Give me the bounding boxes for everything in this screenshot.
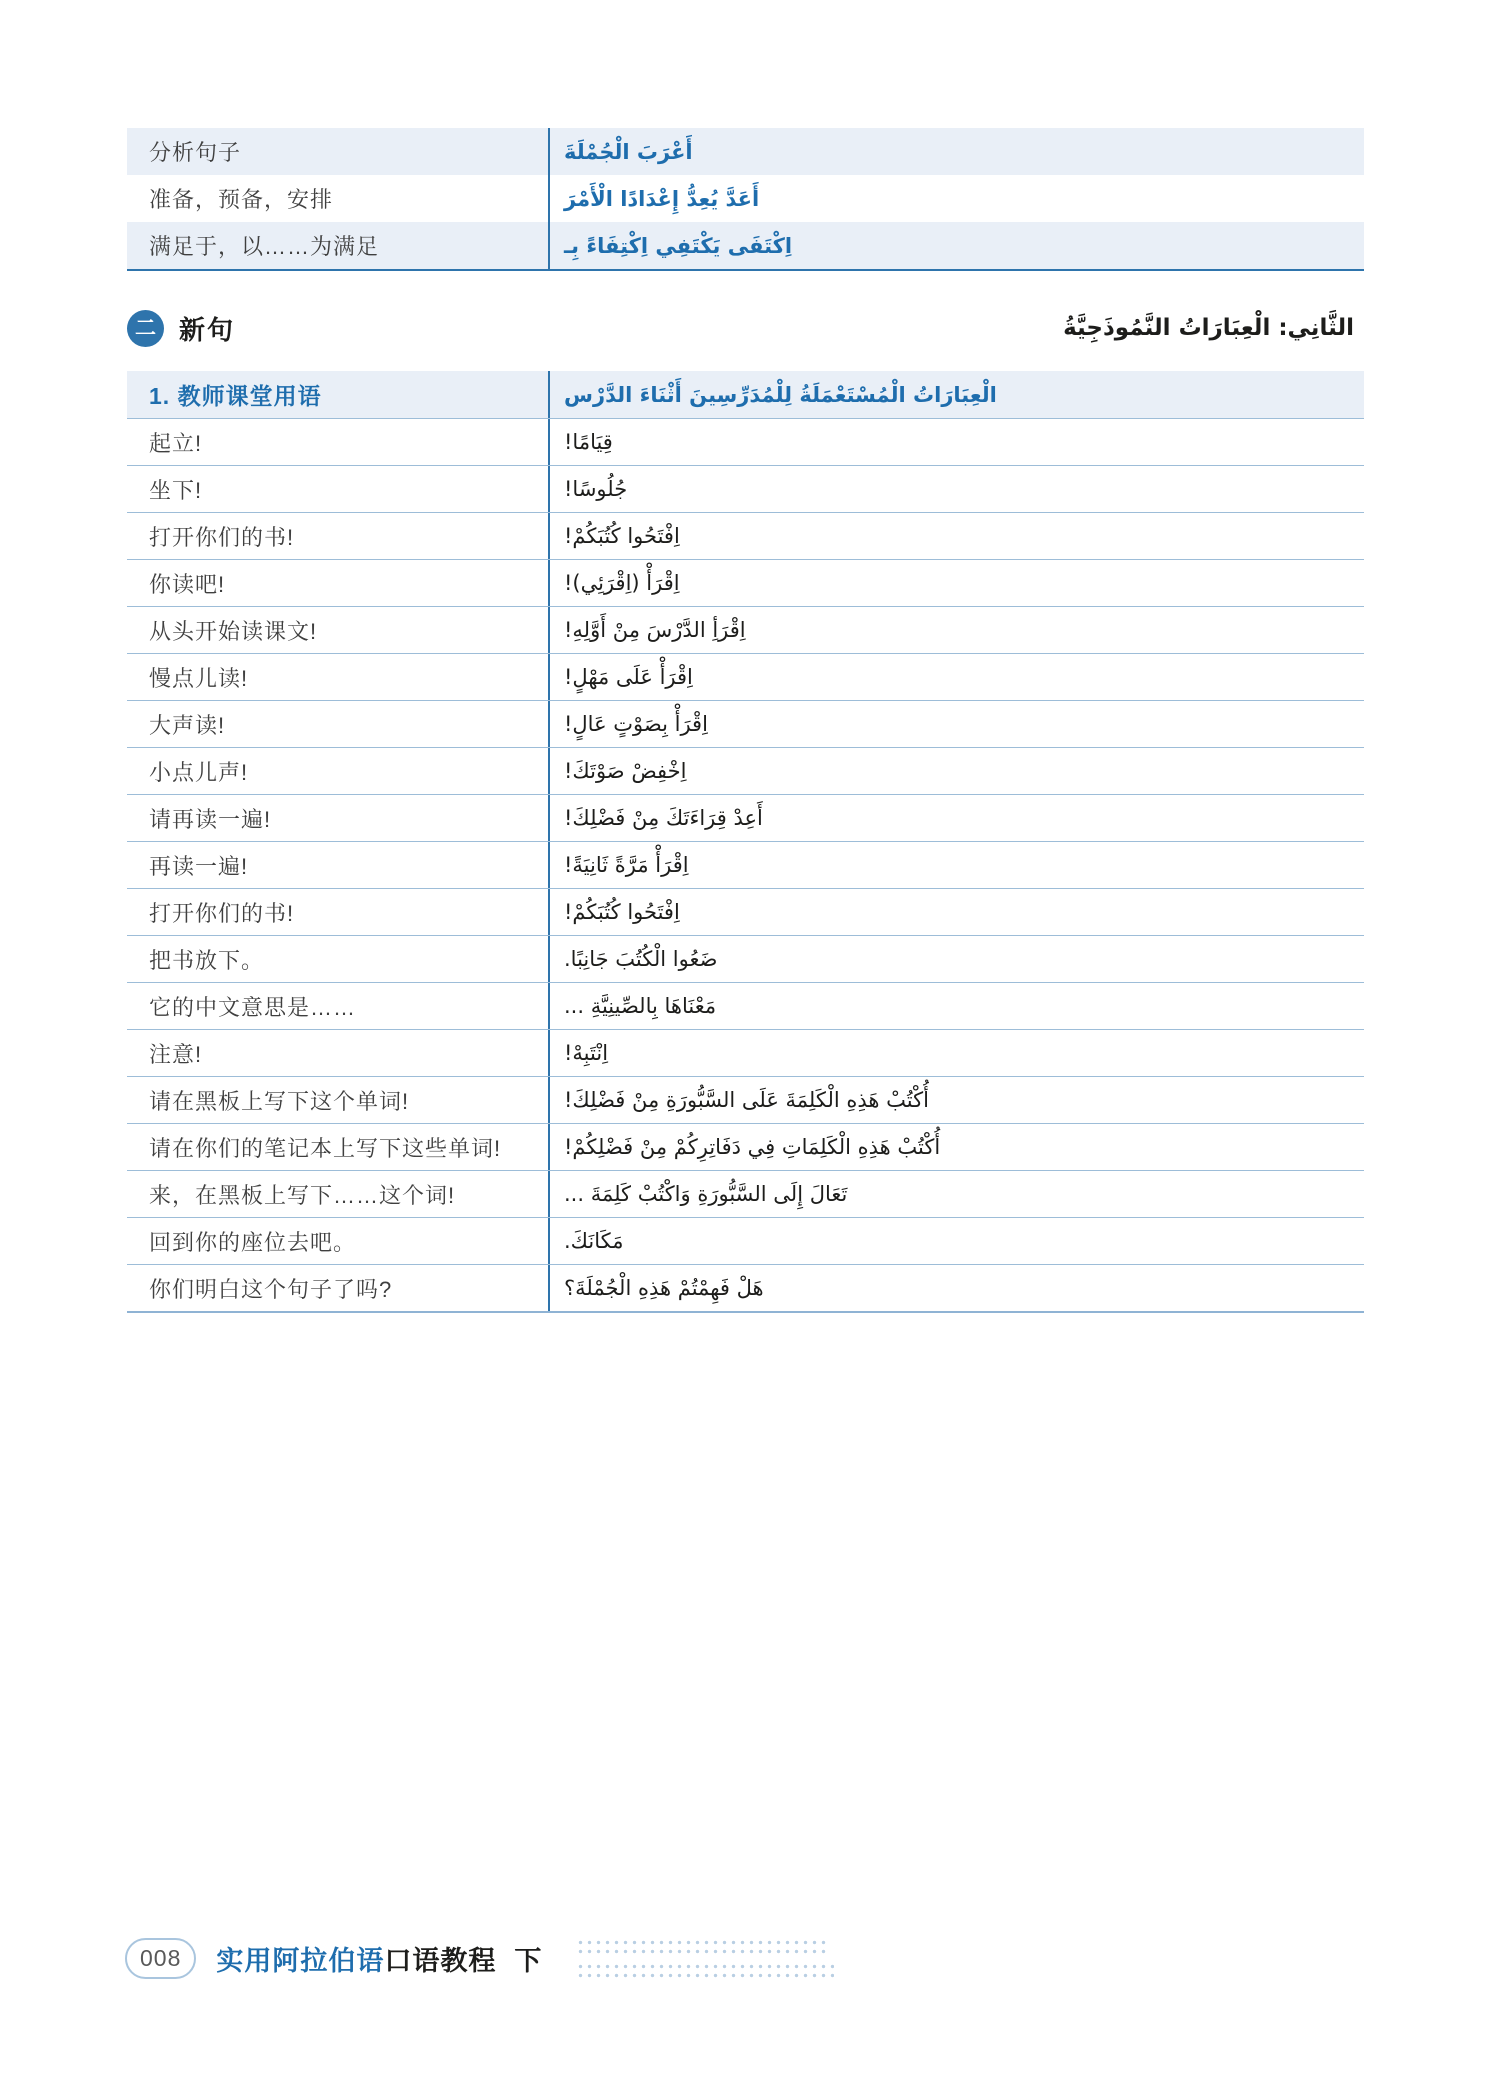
phrase-row (127, 888, 1364, 935)
phrase-ar-cell: اِقْرَأْ بِصَوْتٍ عَالٍ! (548, 701, 1364, 747)
dots-decoration (576, 1938, 834, 1979)
dots-strip-bottom (576, 1962, 834, 1979)
vocab-row (127, 222, 1364, 269)
phrase-row (127, 935, 1364, 982)
phrase-cn-cell: 你们明白这个句子了吗? (149, 1276, 393, 1302)
phrase-cn-cell: 请在你们的笔记本上写下这些单词! (149, 1135, 502, 1161)
phrase-cn-cell: 坐下! (149, 477, 203, 503)
section-title-cn: 新句 (179, 314, 236, 345)
footer-title-course: 口语教程 (384, 1946, 497, 1976)
phrase-row (127, 1264, 1364, 1311)
footer-title (216, 1939, 542, 1978)
phrase-ar-cell: ضَعُوا الْكُتُبَ جَانِبًا. (548, 936, 1364, 982)
phrase-cn-cell: 请再读一遍! (149, 806, 272, 832)
phrase-cn-cell: 打开你们的书! (149, 900, 295, 926)
phrase-ar-cell: اِنْتَبِهْ! (548, 1030, 1364, 1076)
section-number-icon: 二 (127, 310, 164, 347)
phrase-row (127, 418, 1364, 465)
vocab-table (127, 128, 1364, 271)
phrase-ar-cell: تَعَالَ إِلَى السَّبُّورَةِ وَاكْتُبْ كَلِمَةَ ... (548, 1171, 1364, 1217)
phrase-ar-cell: اِفْتَحُوا كُتُبَكُمْ! (548, 889, 1364, 935)
vocab-row (127, 175, 1364, 222)
section-title-ar: الثَّانِي: الْعِبَارَاتُ النَّمُوذَجِيَّةُ (1063, 315, 1354, 341)
phrase-ar-cell: جُلُوسًا! (548, 466, 1364, 512)
phrase-ar-cell: قِيَامًا! (548, 419, 1364, 465)
phrase-row (127, 1076, 1364, 1123)
phrase-row (127, 1170, 1364, 1217)
phrase-ar-cell: أُكْتُبْ هَذِهِ الْكَلِمَةَ عَلَى السَّبُّورَةِ مِنْ فَضْلِكَ! (548, 1077, 1364, 1123)
phrase-ar-cell: اِقْرَأْ (اِقْرَئِي)! (548, 560, 1364, 606)
phrase-ar-cell: مَكَانَكَ. (548, 1218, 1364, 1264)
phrase-cn-cell: 起立! (149, 430, 203, 456)
vocab-ar-cell: اِكْتَفَى يَكْتَفِي اِكْتِفَاءً بِـ (548, 222, 1364, 269)
phrase-row (127, 559, 1364, 606)
phrase-row (127, 606, 1364, 653)
phrase-cn-cell: 请在黑板上写下这个单词! (149, 1088, 410, 1114)
phrase-cn-cell: 回到你的座位去吧。 (149, 1229, 357, 1255)
phrase-cn-cell: 再读一遍! (149, 853, 249, 879)
phrases-table (127, 371, 1364, 1313)
vocab-row (127, 128, 1364, 175)
phrase-ar-cell: اِقْرَأْ مَرَّةً ثَانِيَةً! (548, 842, 1364, 888)
phrase-row (127, 794, 1364, 841)
phrase-row (127, 465, 1364, 512)
phrases-header-row (127, 371, 1364, 418)
page-footer (125, 1938, 834, 1979)
footer-title-series: 实用阿拉伯语 (216, 1946, 385, 1976)
phrase-row (127, 1029, 1364, 1076)
phrase-ar-cell: هَلْ فَهِمْتُمْ هَذِهِ الْجُمْلَةَ؟ (548, 1265, 1364, 1311)
phrase-row (127, 653, 1364, 700)
phrase-ar-cell: اِقْرَأِ الدَّرْسَ مِنْ أَوَّلِهِ! (548, 607, 1364, 653)
phrase-ar-cell: اِفْتَحُوا كُتُبَكُمْ! (548, 513, 1364, 559)
vocab-cn-cell: 分析句子 (149, 140, 242, 165)
phrase-ar-cell: مَعْنَاهَا بِالصِّينِيَّةِ ... (548, 983, 1364, 1029)
phrases-table-body (127, 418, 1364, 1311)
vocab-ar-cell: أَعْرَبَ الْجُمْلَةَ (548, 128, 1364, 175)
phrase-cn-cell: 从头开始读课文! (149, 618, 318, 644)
phrase-row (127, 1217, 1364, 1264)
phrase-cn-cell: 小点儿声! (149, 759, 249, 785)
footer-volume: 下 (514, 1946, 543, 1976)
phrase-cn-cell: 大声读! (149, 712, 226, 738)
phrase-cn-cell: 注意! (149, 1041, 203, 1067)
vocab-cn-cell: 满足于，以……为满足 (149, 234, 380, 259)
phrase-cn-cell: 来，在黑板上写下……这个词! (149, 1182, 456, 1208)
phrase-cn-cell: 慢点儿读! (149, 665, 249, 691)
phrase-ar-cell: اِقْرَأْ عَلَى مَهْلٍ! (548, 654, 1364, 700)
phrase-ar-cell: أُكْتُبْ هَذِهِ الْكَلِمَاتِ فِي دَفَاتِرِكُمْ مِنْ فَضْلِكُمْ! (548, 1124, 1364, 1170)
phrase-cn-cell: 把书放下。 (149, 947, 265, 973)
phrase-cn-cell: 它的中文意思是…… (149, 994, 357, 1020)
phrases-header-cn: 1. 教师课堂用语 (149, 383, 322, 409)
phrase-row (127, 841, 1364, 888)
phrase-ar-cell: اِخْفِضْ صَوْتَكَ! (548, 748, 1364, 794)
vocab-cn-cell: 准备，预备，安排 (149, 187, 334, 212)
phrase-row (127, 700, 1364, 747)
phrase-cn-cell: 打开你们的书! (149, 524, 295, 550)
phrase-row (127, 1123, 1364, 1170)
phrase-row (127, 747, 1364, 794)
section-header (127, 307, 1364, 349)
section-header-left (127, 310, 235, 347)
phrases-header-ar: الْعِبَارَاتُ الْمُسْتَعْمَلَةُ لِلْمُدَرِّسِينَ أَثْنَاءَ الدَّرْس (548, 371, 1364, 418)
phrase-row (127, 982, 1364, 1029)
vocab-ar-cell: أَعَدَّ يُعِدُّ إِعْدَادًا الْأَمْرَ (548, 175, 1364, 222)
phrase-cn-cell: 你读吧! (149, 571, 226, 597)
page-content (127, 128, 1364, 1313)
phrase-row (127, 512, 1364, 559)
dots-strip-top (576, 1938, 826, 1955)
phrase-ar-cell: أَعِدْ قِرَاءَتَكَ مِنْ فَضْلِكَ! (548, 795, 1364, 841)
page-number-badge: 008 (125, 1938, 196, 1979)
